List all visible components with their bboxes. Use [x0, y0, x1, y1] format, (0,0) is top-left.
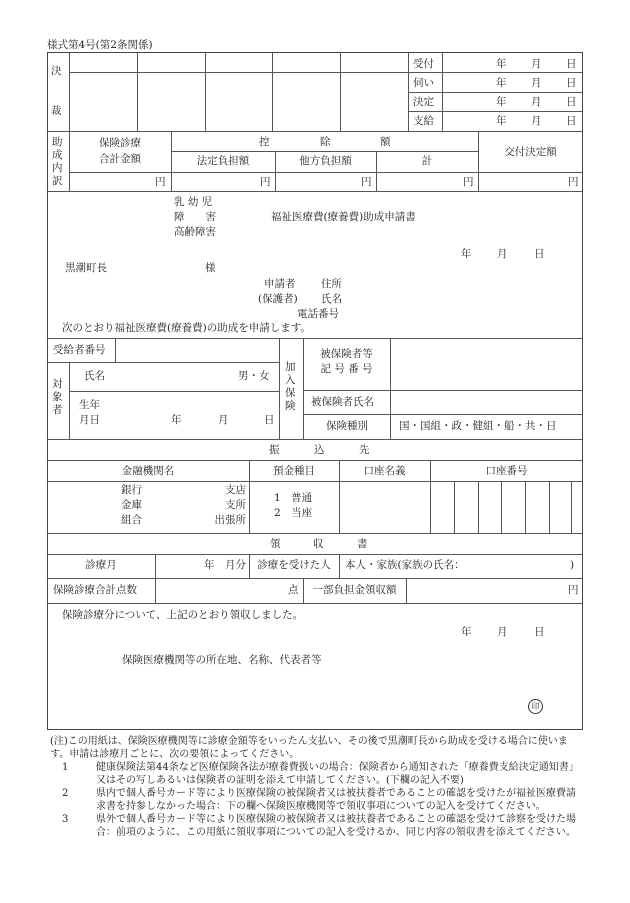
treatment-month-value: 年 月分: [204, 559, 246, 571]
yen-unit: 円: [361, 176, 372, 188]
patient-value-close: ): [570, 559, 575, 571]
institution-label: 保険医療機関等の所在地、名称、代表者等: [122, 654, 322, 666]
date-day: 日: [534, 626, 545, 638]
date-month: 月: [497, 248, 508, 260]
notes-intro: (注)この用紙は、保険医療機関等に診療金額等をいったん支払い、その後で黒潮町長から助成を受ける場合に使います。申請は診療月ごとに、次の要領によってください。: [50, 736, 568, 760]
transfer-header: 先: [359, 444, 370, 456]
receipt-header: 領: [270, 538, 281, 550]
account-type-header: 預金種目: [273, 465, 315, 477]
grant-decision-header: 交付決定額: [504, 146, 557, 158]
deduction-header: 控: [259, 136, 270, 148]
category-infant: 乳 幼 児: [174, 196, 213, 208]
phone-label: 電話番号: [297, 308, 339, 320]
date-year: 年: [461, 248, 472, 260]
bank-type: 組合: [121, 514, 142, 526]
insured-symbol-label: 被保険者等: [320, 348, 373, 360]
copay-label: 一部負担金領収額: [312, 584, 397, 596]
form-number: 様式第4号(第2条関係): [47, 39, 153, 51]
date-month: 月: [531, 115, 542, 127]
date-year: 年: [496, 77, 507, 89]
branch-type: 出張所: [214, 514, 246, 526]
category-disability: 障 害: [174, 211, 216, 223]
sex-options: 男・女: [238, 370, 270, 382]
payment-label: 支給: [413, 115, 434, 127]
account-type-ordinary: 1 普通: [274, 492, 313, 504]
recipient-name-label: 氏名: [84, 370, 105, 382]
other-burden-header: 他方負担額: [299, 155, 352, 167]
patient-label: 診療を受けた人: [257, 559, 331, 571]
application-statement: 次のとおり福祉医療費(療養費)の助成を申請します。: [62, 322, 311, 334]
receipt-header: 書: [357, 538, 368, 550]
addressee: 黒潮町長: [65, 262, 107, 274]
birth-day: 日: [264, 414, 275, 426]
bank-type: 銀行: [121, 484, 142, 496]
yen-unit: 円: [155, 176, 166, 188]
subtotal-header: 計: [421, 155, 433, 167]
branch-type: 支店: [225, 484, 246, 496]
date-month: 月: [531, 77, 542, 89]
bank-type: 金庫: [121, 499, 142, 511]
approval-label: 裁: [51, 105, 62, 117]
date-day: 日: [566, 96, 577, 108]
birth-label: 生年: [79, 399, 100, 411]
legal-burden-header: 法定負担額: [196, 155, 250, 167]
note-item: 2 県内で個人番号カード等により医療保険の被保険者又は被扶養者であることの確認を受けたが福祉医療費請求書を持参しなかった場合：下の欄へ保険医療機関等で領収事項についての記入を受けてください。: [62, 788, 576, 812]
deduction-header: 額: [380, 136, 391, 148]
date-day: 日: [534, 248, 545, 260]
date-year: 年: [496, 115, 507, 127]
applicant-label: 申請者: [264, 278, 296, 290]
inquiry-label: 伺い: [413, 77, 434, 89]
honorific: 様: [205, 262, 216, 274]
patient-value: 本人・家族(家族の氏名：: [345, 559, 465, 571]
birth-label: 月日: [79, 414, 100, 426]
date-month: 月: [531, 58, 542, 70]
transfer-header: 振: [269, 444, 280, 456]
note-item: 1 健康保険法第44条など医療保険各法が療養費扱いの場合：保険者から通知された「療養費支給決定通知書」又はその写しあるいは保険者の証明を添えて申請してください。(下欄の記入不要): [62, 762, 579, 786]
note-item: 3 県外で個人番号カード等により医療保険の被保険者又は被扶養者であることの確認を受けて診察を受けた場合：前項のように、この用紙に領収事項についての記入を受けるか、同じ内容の領収書を添えてください。: [62, 814, 576, 838]
category-elderly-disability: 高齢障害: [174, 226, 216, 238]
recipient-number-label: 受給者番号: [53, 344, 106, 356]
insurance-type-label: 保険種別: [326, 420, 368, 432]
transfer-header: 込: [314, 444, 325, 456]
points-unit: 点: [288, 584, 299, 596]
date-year: 年: [496, 58, 507, 70]
seal-mark: 印: [528, 699, 543, 714]
insurance-side-label: 加 入 保 険: [285, 361, 296, 412]
birth-month: 月: [218, 414, 229, 426]
decision-label: 決定: [413, 96, 434, 108]
yen-unit: 円: [463, 176, 474, 188]
yen-unit: 円: [568, 584, 579, 596]
deduction-header: 除: [320, 136, 331, 148]
date-year: 年: [461, 626, 472, 638]
insurance-type-options: 国・国組・政・健組・船・共・日: [399, 420, 557, 432]
birth-year: 年: [171, 414, 182, 426]
date-month: 月: [497, 626, 508, 638]
form-title: 福祉医療費(療養費)助成申請書: [271, 211, 416, 223]
received-label: 受付: [413, 58, 434, 70]
receipt-header: 収: [313, 538, 324, 550]
insured-symbol-label: 記 号 番 号: [320, 363, 373, 375]
date-day: 日: [566, 77, 577, 89]
name-label: 氏名: [321, 293, 342, 305]
notes: [50, 735, 582, 839]
bank-name-header: 金融機関名: [121, 465, 175, 477]
date-day: 日: [566, 115, 577, 127]
address-label: 住所: [321, 278, 342, 290]
insured-name-label: 被保険者氏名: [311, 396, 374, 408]
insured-total-label: 保険診療: [99, 137, 141, 149]
recipient-side-label: 対 象 者: [52, 378, 63, 416]
date-month: 月: [531, 96, 542, 108]
treatment-month-label: 診療月: [85, 559, 117, 571]
yen-unit: 円: [260, 176, 271, 188]
subsidy-side-label: 助 成 内 訳: [52, 136, 63, 187]
guardian-label: (保護者): [258, 293, 298, 305]
approval-label: 決: [51, 65, 62, 77]
date-day: 日: [566, 58, 577, 70]
insured-points-label: 保険診療合計点数: [53, 584, 137, 596]
receipt-statement: 保険診療分について、上記のとおり領収しました。: [62, 609, 304, 621]
account-holder-header: 口座名義: [363, 465, 406, 477]
date-year: 年: [496, 96, 507, 108]
account-number-header: 口座番号: [485, 465, 528, 477]
yen-unit: 円: [568, 176, 579, 188]
branch-type: 支所: [225, 499, 246, 511]
account-type-current: 2 当座: [274, 507, 313, 519]
insured-total-label: 合計金額: [99, 153, 141, 165]
